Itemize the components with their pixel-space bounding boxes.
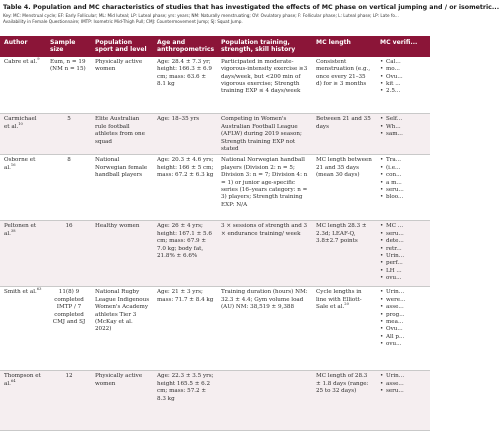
table-key bbox=[3, 13, 423, 25]
cell-age: Age: 20.3 ± 4.6 yrs; height: 166 ± 5 cm; mass: 67.2 ± 6.3 kg bbox=[153, 155, 217, 221]
cell-age: Age: 26 ± 4 yrs; height: 167.1 ± 5.6 cm; mass: 67.9 ± 7.0 kg; body fat, 21.8% ± 6.6% bbox=[153, 221, 217, 287]
cell-age: Age: 18–35 yrs bbox=[153, 114, 217, 155]
table-row bbox=[0, 221, 430, 287]
cell-sample-size: 16 bbox=[46, 221, 91, 287]
verification-item: • Urin... bbox=[380, 373, 427, 380]
cell-sport: National Rugby League Indigenous Women's Academy athletes Tier 3 (McKay et al. 2022) bbox=[91, 287, 153, 371]
cell-training: Training duration (hours) NM: 32.3 ± 4.4; Gym volume load (AU) NM: 38,519 ± 9,388 bbox=[217, 287, 312, 371]
verification-item: • seru... bbox=[380, 388, 427, 395]
verification-item: • retr... bbox=[380, 246, 427, 253]
verification-item: • MC ... bbox=[380, 223, 427, 230]
verification-item: • ovu... bbox=[380, 275, 427, 282]
cell-sport: Elite Australian rule football athletes from one squad bbox=[91, 114, 153, 155]
cell-mc-length: Consistent menstruation (e.g., once every 21–35 d) for ≥ 3 months bbox=[312, 57, 376, 114]
table-row bbox=[0, 155, 430, 221]
mc-length-ref: 20 bbox=[344, 302, 349, 307]
verification-item: • (i.e... bbox=[380, 165, 427, 172]
cell-author: Peltonen et al.$^{38}$ bbox=[0, 221, 46, 287]
header-author: Author bbox=[0, 36, 46, 57]
cell-age: Age: 21 ± 3 yrs; mass: 71.7 ± 8.4 kg bbox=[153, 287, 217, 371]
cell-sport: National Norwegian female handball players bbox=[91, 155, 153, 221]
author-ref: 38 bbox=[10, 228, 16, 233]
cell-sport: Healthy women bbox=[91, 221, 153, 287]
verification-item: • Urin... bbox=[380, 289, 427, 296]
cell-age: Age: 22.3 ± 3.5 yrs; height 165.5 ± 6.2 cm; mass: 57.2 ± 8.3 kg bbox=[153, 371, 217, 431]
cell-training: National Norwegian handball players (Division 2: n = 5; Division 3: n = 7; Division 4: n = 1) or junior age-specific series (16–years category: n = 3) players; Strength training EXP: N/A bbox=[217, 155, 312, 221]
cell-sport: Physically active women bbox=[91, 57, 153, 114]
cell-mc-length: MC length 28.3 ± 2.3d; LEAF-Q, 3.8±2.7 points bbox=[312, 221, 376, 287]
cell-mc-length: Between 21 and 35 days bbox=[312, 114, 376, 155]
cell-author: Smith et al.$^{63}$ bbox=[0, 287, 46, 371]
verification-item: • seru... bbox=[380, 231, 427, 238]
verification-item: • seru... bbox=[380, 187, 427, 194]
verification-item: • Urin... bbox=[380, 253, 427, 260]
cell-sport: Physically active women bbox=[91, 371, 153, 431]
header-mc-length: MC length bbox=[312, 36, 376, 57]
table-row bbox=[0, 114, 430, 155]
verification-item: • perf... bbox=[380, 260, 427, 267]
cell-mc-verification bbox=[376, 287, 430, 371]
cell-mc-verification bbox=[376, 371, 430, 431]
verification-item: • 2.5... bbox=[380, 88, 427, 95]
cell-mc-verification bbox=[376, 221, 430, 287]
verification-item: • Wh... bbox=[380, 124, 427, 131]
cell-author: Cabre et al.$^9$ bbox=[0, 57, 46, 114]
header-sport: Population sport and level bbox=[91, 36, 153, 57]
cell-training: Competing in Women's Australian Football League (AFLW) during 2019 season; Strength training EXP not stated bbox=[217, 114, 312, 155]
cell-training bbox=[217, 371, 312, 431]
table-row bbox=[0, 287, 430, 371]
key-line-1: Key: MC: Menstrual cycle; EF: Early Follicular; ML: Mid luteal; LP: Luteal phase; yrs: years; NM: Naturally menstruating; OV: Ovulatory phase; F: Follicular phase; L: Luteal phase; LP: Late fo... bbox=[3, 13, 399, 18]
cell-mc-length: Cycle lengths in line with Elliott-Sale et al.$^{20}$ bbox=[312, 287, 376, 371]
cell-mc-verification bbox=[376, 57, 430, 114]
cell-training: Participated in moderate-vigorous-intensity exercise ≥3 days/week, but <200 min of vigorous exercise; Strength training EXP ≤ 4 days/week bbox=[217, 57, 312, 114]
verification-item: • kit ... bbox=[380, 81, 427, 88]
cell-sample-size: Eum, n = 19 (NM n = 15) bbox=[46, 57, 91, 114]
cell-sample-size: 5 bbox=[46, 114, 91, 155]
author-ref: 64 bbox=[10, 378, 16, 383]
verification-item: • LH ... bbox=[380, 268, 427, 275]
verification-item: • All p... bbox=[380, 334, 427, 341]
author-ref: 63 bbox=[36, 287, 42, 292]
verification-item: • asse... bbox=[380, 304, 427, 311]
author-ref: 10 bbox=[18, 121, 23, 126]
cell-mc-length: MC length of 28.3 ± 1.8 days (range: 25 to 32 days) bbox=[312, 371, 376, 431]
table-row bbox=[0, 371, 430, 431]
verification-item: • Ovu... bbox=[380, 74, 427, 81]
author-ref: 9 bbox=[37, 56, 40, 61]
verification-item: • mea... bbox=[380, 319, 427, 326]
studies-table bbox=[0, 36, 430, 431]
author-ref: 16 bbox=[10, 162, 16, 167]
cell-sample-size: 11(8) 9 completed IMTP / 7 completed CMJ and SJ bbox=[46, 287, 91, 371]
header-age: Age and anthropometrics bbox=[153, 36, 217, 57]
cell-sample-size: 8 bbox=[46, 155, 91, 221]
cell-sample-size: 12 bbox=[46, 371, 91, 431]
verification-item: • Tra... bbox=[380, 157, 427, 164]
key-line-2: Availability in Female Questionnaire; IMTP: Isometric Mid-Thigh Pull; CMJ: Countermovement Jump; SJ: Squat Jump. bbox=[3, 19, 243, 24]
verification-item: • asse... bbox=[380, 381, 427, 388]
cell-mc-length: MC length between 21 and 35 days (mean 30 days) bbox=[312, 155, 376, 221]
verification-item: • mo... bbox=[380, 66, 427, 73]
verification-item: • bloo... bbox=[380, 194, 427, 201]
cell-mc-verification bbox=[376, 155, 430, 221]
verification-item: • were... bbox=[380, 297, 427, 304]
verification-item: • sam... bbox=[380, 131, 427, 138]
verification-item: • a m... bbox=[380, 180, 427, 187]
header-mc-verification: MC verifi... bbox=[376, 36, 430, 57]
verification-item: • prog... bbox=[380, 312, 427, 319]
cell-author: Thompson et al.$^{64}$ bbox=[0, 371, 46, 431]
verification-item: • dete... bbox=[380, 238, 427, 245]
cell-author: Osborne et al.$^{16}$ bbox=[0, 155, 46, 221]
cell-mc-verification bbox=[376, 114, 430, 155]
table-caption: Table 4. Population and MC characteristics of studies that has investigated the effects of MC phase on vertical jumping and / or isometric... bbox=[3, 4, 499, 11]
cell-training: 3 × sessions of strength and 3 × endurance training/ week bbox=[217, 221, 312, 287]
verification-item: • Cal... bbox=[380, 59, 427, 66]
verification-item: • ovu... bbox=[380, 341, 427, 348]
table-row bbox=[0, 57, 430, 114]
verification-item: • Ovu... bbox=[380, 326, 427, 333]
header-sample-size: Sample size bbox=[46, 36, 91, 57]
verification-item: • con... bbox=[380, 172, 427, 179]
header-training: Population training, strength, skill history bbox=[217, 36, 312, 57]
cell-author: Carmichael et al.$^{10}$ bbox=[0, 114, 46, 155]
table-header-row bbox=[0, 36, 430, 57]
cell-age: Age: 28.4 ± 7.3 yr; height: 166.3 ± 6.9 cm; mass: 63.6 ± 8.1 kg bbox=[153, 57, 217, 114]
verification-item: • Self... bbox=[380, 116, 427, 123]
